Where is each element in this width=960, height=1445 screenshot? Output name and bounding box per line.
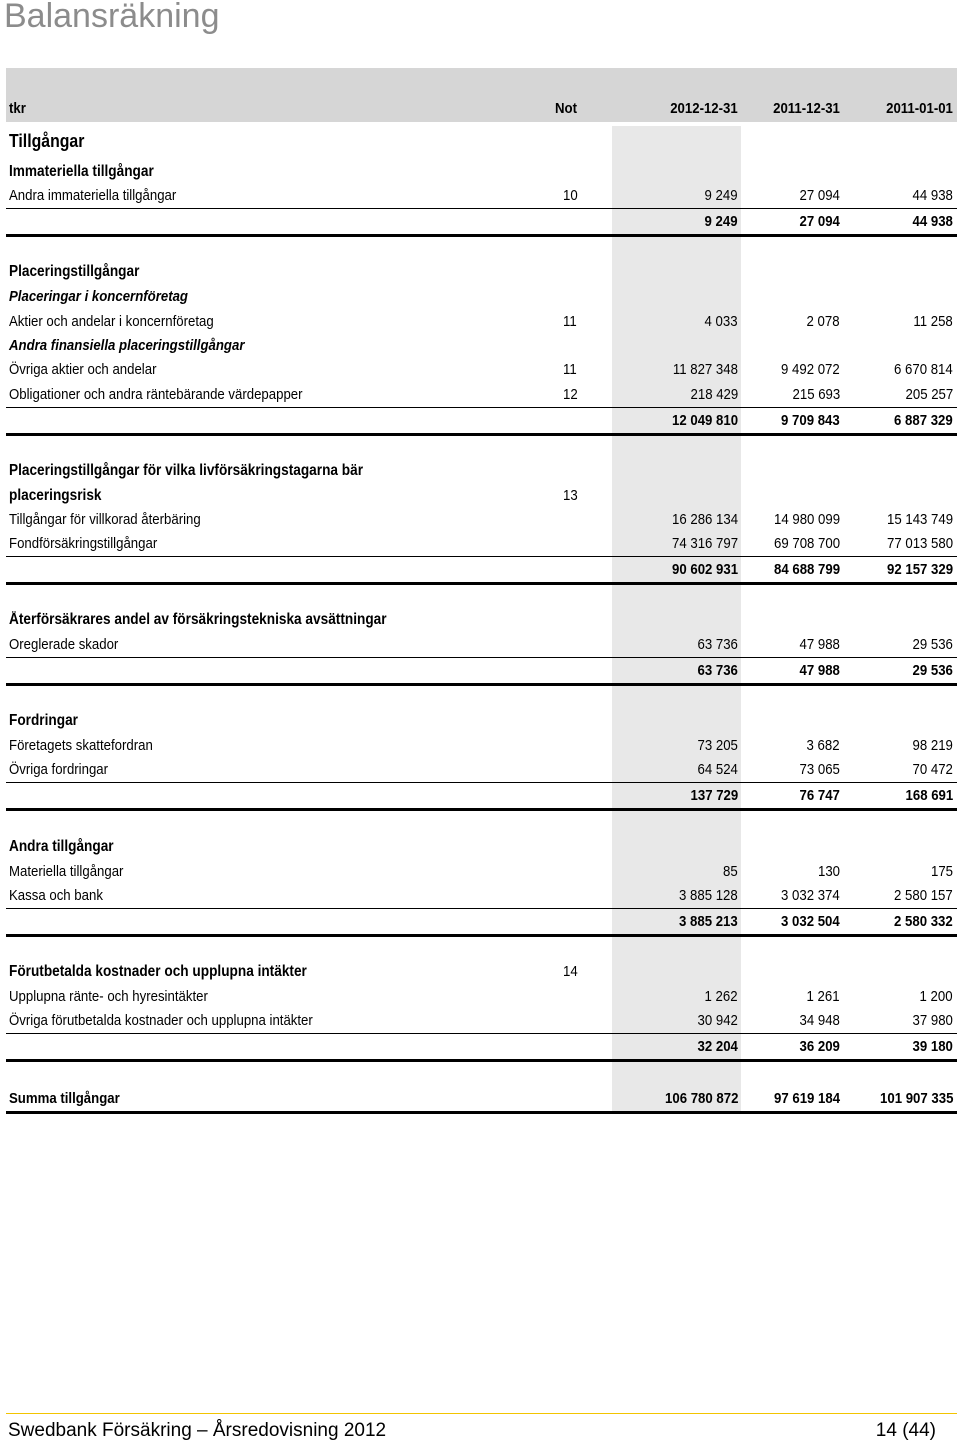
value-2011-01: 98 219: [912, 737, 953, 754]
total-row: [0, 1087, 960, 1111]
row-label: Obligationer och andra räntebärande värdepapper: [9, 386, 303, 403]
value-2012: 90 602 931: [671, 561, 738, 578]
value-2012: 63 736: [697, 636, 738, 653]
value-2012: 63 736: [697, 662, 738, 679]
subtotal-row: [0, 409, 960, 433]
value-2012: 3 885 128: [679, 887, 738, 904]
section-heading: [0, 260, 960, 284]
value-2012: 32 204: [697, 1038, 738, 1055]
value-2012: 16 286 134: [671, 511, 738, 528]
row-label: Oreglerade skador: [9, 636, 119, 653]
value-2012: 106 780 872: [664, 1090, 738, 1107]
table-row: [0, 734, 960, 758]
row-label: Övriga förutbetalda kostnader och upplupna intäkter: [9, 1012, 313, 1029]
value-2012: 12 049 810: [671, 412, 738, 429]
subsection-placeringar-koncern: Placeringar i koncernföretag: [9, 288, 188, 305]
subtotal-rule: [6, 683, 957, 686]
value-2011-01: 44 938: [912, 213, 953, 230]
value-2011-01: 37 980: [912, 1012, 953, 1029]
value-2012: 3 885 213: [679, 913, 738, 930]
row-label: Andra immateriella tillgångar: [9, 187, 177, 204]
row-label: Aktier och andelar i koncernföretag: [9, 313, 214, 330]
value-2011-01: 101 907 335: [879, 1090, 953, 1107]
table-row: [0, 358, 960, 382]
section-livforsakring-cont: placeringsrisk: [9, 487, 102, 504]
section-heading: [0, 608, 960, 632]
section-heading: [0, 160, 960, 184]
section-forutbetalda: Förutbetalda kostnader och upplupna intäkter: [9, 963, 307, 980]
total-rule: [6, 1111, 957, 1114]
section-subheading: [0, 334, 960, 358]
row-label: Övriga aktier och andelar: [9, 361, 157, 378]
table-row: [0, 310, 960, 334]
subtotal-rule: [6, 433, 957, 436]
divider: [6, 908, 957, 909]
value-2012: 218 429: [690, 386, 738, 403]
subsection-andra-finansiella: Andra finansiella placeringstillgångar: [9, 337, 245, 354]
value-2011-01: 11 258: [913, 313, 953, 330]
table-row: [0, 1009, 960, 1033]
subtotal-rule: [6, 234, 957, 237]
row-label: Företagets skattefordran: [9, 737, 153, 754]
subtotal-row: [0, 210, 960, 234]
value-2011: 36 209: [799, 1038, 840, 1055]
value-2011: 47 988: [799, 636, 840, 653]
section-subheading: [0, 285, 960, 309]
value-2011: 97 619 184: [773, 1090, 840, 1107]
value-2011: 27 094: [799, 187, 840, 204]
subtotal-rule: [6, 934, 957, 937]
table-row: [0, 860, 960, 884]
section-heading: [0, 709, 960, 733]
section-immateriella: Immateriella tillgångar: [9, 163, 154, 180]
row-label: Tillgångar för villkorad återbäring: [9, 511, 201, 528]
row-note: 11: [563, 313, 577, 330]
value-2011: 69 708 700: [773, 535, 840, 552]
total-label: Summa tillgångar: [9, 1090, 120, 1107]
subtotal-rule: [6, 808, 957, 811]
value-2011-01: 205 257: [905, 386, 953, 403]
value-2012: 64 524: [697, 761, 738, 778]
subtotal-rule: [6, 582, 957, 585]
section-heading: [0, 459, 960, 483]
value-2011-01: 29 536: [912, 636, 953, 653]
divider: [6, 407, 957, 408]
value-2012: 9 249: [704, 213, 738, 230]
value-2011-01: 44 938: [912, 187, 953, 204]
section-livforsakring: Placeringstillgångar för vilka livförsäkringstagarna bär: [9, 462, 364, 479]
subtotal-row: [0, 910, 960, 934]
subtotal-row: [0, 659, 960, 683]
row-label: Kassa och bank: [9, 887, 103, 904]
divider: [6, 657, 957, 658]
footer-page-number: 14 (44): [875, 1420, 936, 1441]
table-row: [0, 383, 960, 407]
row-label: Materiella tillgångar: [9, 863, 124, 880]
value-2012: 9 249: [704, 187, 738, 204]
row-label: Övriga fordringar: [9, 761, 109, 778]
value-2012: 11 827 348: [672, 361, 738, 378]
value-2011-01: 92 157 329: [886, 561, 953, 578]
row-note: 10: [563, 187, 578, 204]
value-2011: 47 988: [799, 662, 840, 679]
value-2011: 3 032 504: [781, 913, 840, 930]
divider: [6, 556, 957, 557]
table-header-row: [0, 97, 960, 121]
value-2011-01: 15 143 749: [886, 511, 953, 528]
value-2011-01: 70 472: [912, 761, 953, 778]
divider: [6, 1033, 957, 1034]
subtotal-row: [0, 784, 960, 808]
section-placeringstillgangar: Placeringstillgångar: [9, 263, 140, 280]
header-col-2011: 2011-12-31: [773, 100, 840, 117]
value-2011-01: 1 200: [919, 988, 953, 1005]
value-2011-01: 6 887 329: [894, 412, 953, 429]
value-2011: 215 693: [792, 386, 840, 403]
section-andra-tillgangar: Andra tillgångar: [9, 838, 114, 855]
row-note: 11: [563, 361, 577, 378]
footer-report-title: Swedbank Försäkring – Årsredovisning 2012: [8, 1420, 387, 1441]
table-row: [0, 884, 960, 908]
table-row: [0, 508, 960, 532]
divider: [6, 208, 957, 209]
value-2011-01: 39 180: [912, 1038, 953, 1055]
value-2011: 9 709 843: [781, 412, 840, 429]
value-2011: 73 065: [799, 761, 840, 778]
section-heading: [0, 129, 960, 153]
value-2011: 14 980 099: [773, 511, 840, 528]
header-unit: tkr: [9, 100, 26, 117]
value-2012: 73 205: [697, 737, 738, 754]
row-note: 13: [563, 487, 578, 504]
page-title: Balansräkning: [4, 0, 220, 35]
value-2011-01: 2 580 157: [894, 887, 953, 904]
subtotal-row: [0, 1035, 960, 1059]
table-row: [0, 633, 960, 657]
value-2011: 34 948: [799, 1012, 840, 1029]
value-2011: 1 261: [806, 988, 840, 1005]
header-col-2011-01: 2011-01-01: [886, 100, 953, 117]
row-label: Fondförsäkringstillgångar: [9, 535, 158, 552]
section-heading: [0, 835, 960, 859]
subtotal-rule: [6, 1059, 957, 1062]
value-2011: 3 682: [806, 737, 840, 754]
value-2011-01: 29 536: [912, 662, 953, 679]
table-row: [0, 532, 960, 556]
value-2012: 74 316 797: [671, 535, 738, 552]
value-2011: 76 747: [799, 787, 840, 804]
value-2012: 4 033: [704, 313, 738, 330]
value-2011-01: 175: [930, 863, 953, 880]
value-2012: 1 262: [704, 988, 738, 1005]
row-note: 14: [563, 963, 578, 980]
value-2011: 3 032 374: [781, 887, 840, 904]
value-2011: 2 078: [806, 313, 840, 330]
subtotal-row: [0, 558, 960, 582]
table-row: [0, 184, 960, 208]
value-2011-01: 77 013 580: [886, 535, 953, 552]
value-2011: 84 688 799: [773, 561, 840, 578]
section-heading: [0, 484, 960, 508]
section-aterforsakrare: Återförsäkrares andel av försäkringstekniska avsättningar: [9, 611, 387, 628]
value-2011: 130: [817, 863, 840, 880]
section-title-tillgangar: Tillgångar: [9, 131, 85, 151]
value-2011-01: 6 670 814: [894, 361, 953, 378]
row-note: 12: [563, 386, 578, 403]
divider: [6, 782, 957, 783]
section-fordringar: Fordringar: [9, 712, 78, 729]
header-col-2012: 2012-12-31: [670, 100, 738, 117]
value-2012: 137 729: [690, 787, 738, 804]
value-2012: 30 942: [697, 1012, 738, 1029]
header-note: Not: [555, 100, 577, 117]
table-row: [0, 985, 960, 1009]
value-2011: 9 492 072: [781, 361, 840, 378]
row-label: Upplupna ränte- och hyresintäkter: [9, 988, 208, 1005]
value-2011: 27 094: [799, 213, 840, 230]
value-2011-01: 2 580 332: [894, 913, 953, 930]
table-row: [0, 758, 960, 782]
footer-divider: [6, 1413, 957, 1414]
section-heading: [0, 960, 960, 984]
value-2011-01: 168 691: [905, 787, 953, 804]
value-2012: 85: [723, 863, 738, 880]
